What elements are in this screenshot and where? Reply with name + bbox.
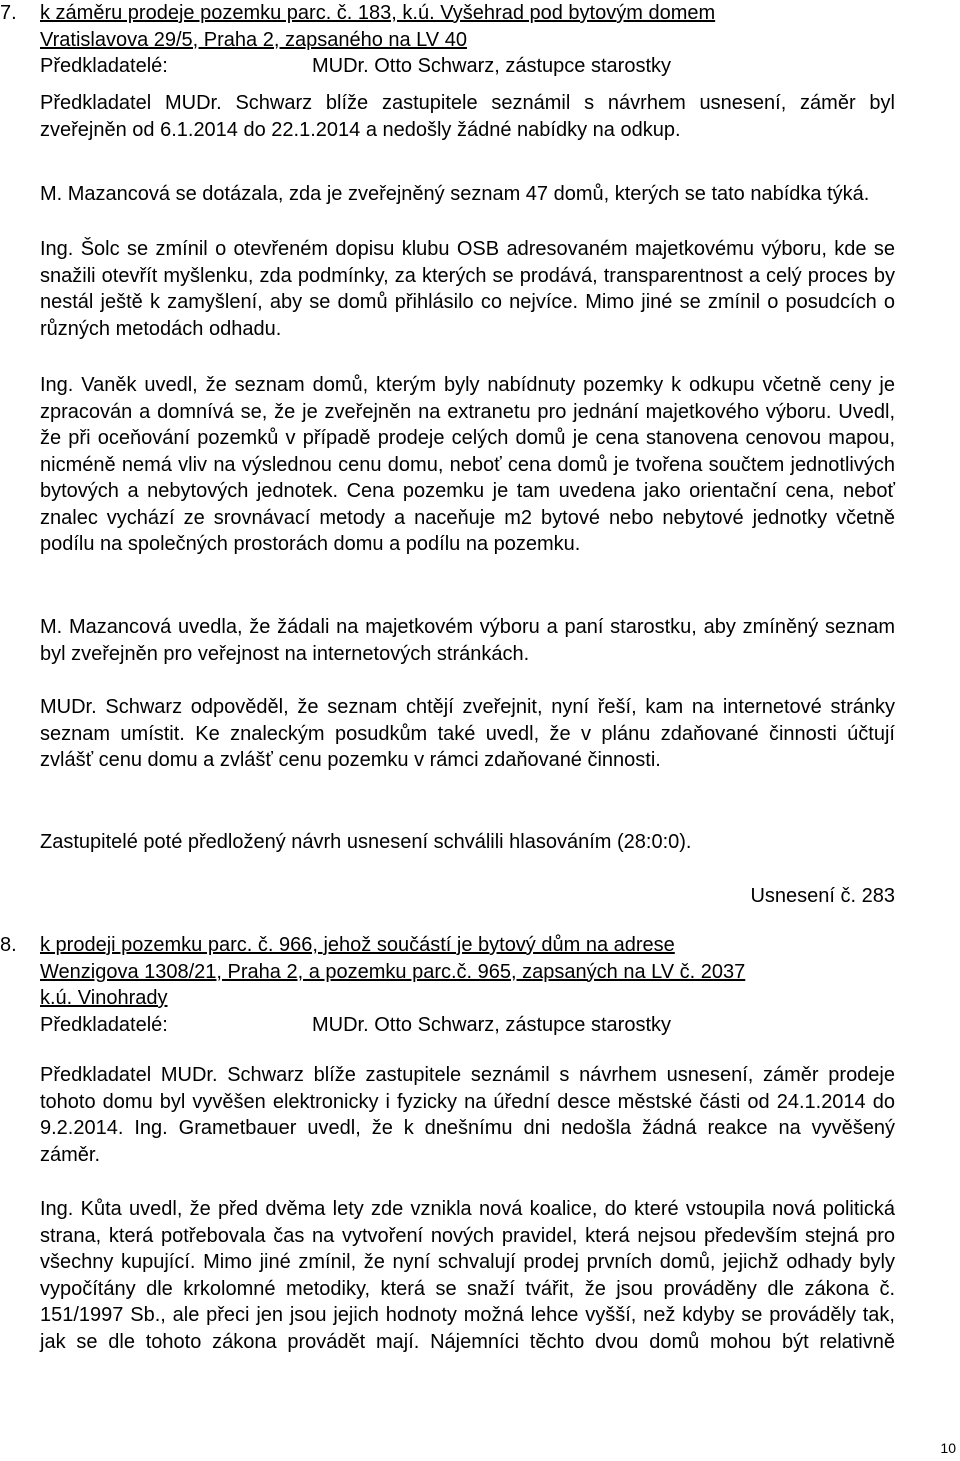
paragraph-text: M. Mazancová uvedla, že žádali na majetkovém výboru a paní starostku, aby zmíněný seznam byl zveřejněn pro veřejnost na internetových stránkách. [40, 616, 895, 665]
paragraph [40, 1062, 895, 1168]
item-number: 8. [0, 934, 17, 956]
presenter-value: MUDr. Otto Schwarz, zástupce starostky [312, 55, 671, 77]
presenter-line [40, 1012, 895, 1039]
page-number: 10 [940, 1440, 956, 1456]
item-body [40, 0, 895, 80]
paragraph [40, 829, 895, 856]
paragraph [40, 181, 895, 208]
item-title-line: k.ú. Vinohrady [40, 987, 168, 1009]
item-body [40, 932, 895, 1038]
paragraph-text: Ing. Kůta uvedl, že před dvěma lety zde vznikla nová koalice, do které vstoupila nová politická strana, která potřebovala čas na vytvoření nových pravidel, která nejsou především stejná pro všechny kupující. Mimo jiné zmínil, že nyní schvalují prodej prvních domů, jejichž odhady byly vypočítány dle krkolomné metodiky, která se snaží tvářit, že jsou prováděny dle zákona č. 151/1997 Sb., ale přeci jen jsou jejich hodnoty možná lehce vyšší, než kdyby se prováděly tak, jak se dle tohoto zákona provádět mají. Nájemníci těchto dvou domů mohou být relativně [40, 1198, 895, 1353]
item-title-line: Vratislavova 29/5, Praha 2, zapsaného na LV 40 [40, 28, 467, 51]
paragraph-text: Zastupitelé poté předložený návrh usnesení schválili hlasováním (28:0:0). [40, 831, 692, 853]
presenter-line [40, 53, 895, 80]
presenter-label: Předkladatelé: [40, 1013, 168, 1036]
item-title-line: k prodeji pozemku parc. č. 966, jehož součástí je bytový dům na adrese [40, 934, 675, 956]
presenter-value: MUDr. Otto Schwarz, zástupce starostky [312, 1013, 671, 1036]
paragraph [40, 236, 895, 342]
paragraph-text: Ing. Vaněk uvedl, že seznam domů, kterým byly nabídnuty pozemky k odkupu včetně ceny je zpracován a domnívá se, že je zveřejněn na extranetu pro jednání majetkového výboru. Uvedl, že při oceňování pozemků v případě prodeje celých domů je cena stanovena cenovou mapou, nicméně nemá vliv na výslednou cenu domu, neboť cena domů je tvořena součtem jednotlivých bytových a nebytových jednotek. Cena pozemku je tam uvedena jako orientační cena, neboť znalec vychází ze srovnávací metody a naceňuje m2 bytové nebo nebytové jednotky včetně podílu na společných prostorách domu a podílu na pozemku. [40, 374, 895, 555]
presenter-label: Předkladatelé: [40, 55, 168, 77]
paragraph [40, 614, 895, 667]
paragraph [40, 1196, 895, 1355]
paragraph-text: Předkladatel MUDr. Schwarz blíže zastupitele seznámil s návrhem usnesení, záměr byl zveřejněn od 6.1.2014 do 22.1.2014 a nedošly žádné nabídky na odkup. [40, 92, 895, 141]
item-title-line: k záměru prodeje pozemku parc. č. 183, k.ú. Vyšehrad pod bytovým domem [40, 2, 716, 24]
paragraph-text: M. Mazancová se dotázala, zda je zveřejněný seznam 47 domů, kterých se tato nabídka týká. [40, 183, 870, 205]
item-title-line: Wenzigova 1308/21, Praha 2, a pozemku parc.č. 965, zapsaných na LV č. 2037 [40, 960, 746, 983]
paragraph [40, 90, 895, 143]
paragraph [40, 694, 895, 774]
resolution-number: Usnesení č. 283 [750, 885, 895, 907]
item-number: 7. [0, 2, 17, 24]
paragraph-text: Ing. Šolc se zmínil o otevřeném dopisu klubu OSB adresovaném majetkovému výboru, kde se snažili otevřít myšlenku, zda podmínky, za kterých se prodává, transparentnost a celý proces by nestál ještě k zamyšlení, aby se domů přihlásilo co nejvíce. Mimo jiné se zmínil o posudcích o různých metodách odhadu. [40, 238, 895, 340]
paragraph-text: Předkladatel MUDr. Schwarz blíže zastupitele seznámil s návrhem usnesení, záměr prodeje tohoto domu byl vyvěšen elektronicky i fyzicky na úřední desce městské části od 24.1.2014 do 9.2.2014. Ing. Grametbauer uvedl, že k dnešnímu dni nedošla žádná reakce na vyvěšený záměr. [40, 1064, 895, 1166]
paragraph-text: MUDr. Schwarz odpověděl, že seznam chtějí zveřejnit, nyní řeší, kam na internetové stránky seznam umístit. Ke znaleckým posudkům také uvedl, že v plánu zdaňované činnosti účtují zvlášť cenu domu a zvlášť cenu pozemku v rámci zdaňované činnosti. [40, 696, 895, 771]
paragraph [40, 372, 895, 558]
